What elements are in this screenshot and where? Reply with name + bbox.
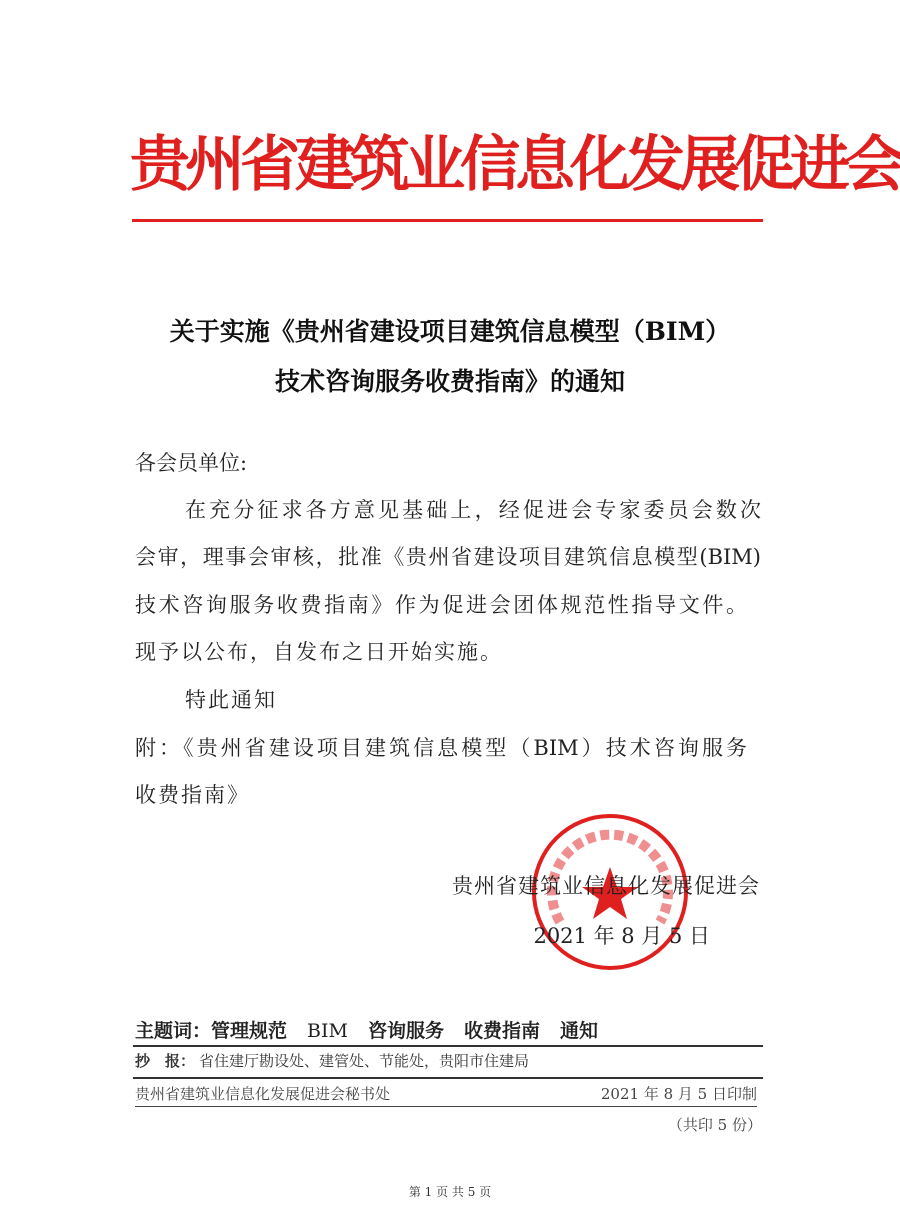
signature-org: 贵州省建筑业信息化发展促进会 (452, 874, 760, 898)
keyword: 咨询服务 (367, 1020, 444, 1042)
keywords-label: 主题词： (135, 1020, 212, 1042)
body-line: 在充分征求各方意见基础上，经促进会专家委员会数次 (185, 498, 761, 522)
body-line: 技术咨询服务收费指南》作为促进会团体规范性指导文件。 (135, 593, 747, 617)
cc-value: 省住建厅勘设处、建管处、节能处，贵阳市住建局 (199, 1052, 530, 1070)
keyword: 收费指南 (463, 1020, 540, 1042)
printing-office: 贵州省建筑业信息化发展促进会秘书处 (135, 1085, 391, 1103)
cc-line (135, 1050, 529, 1071)
keywords (135, 1016, 618, 1043)
notice-title-line2: 技术咨询服务收费指南》的通知 (274, 367, 625, 396)
body-line: 会审，理事会审核，批准《贵州省建设项目建筑信息模型(BIM) (135, 545, 761, 569)
attachment-line: 附：《贵州省建设项目建筑信息模型（BIM）技术咨询服务 (135, 736, 747, 760)
notice-title-line1: 关于实施《贵州省建设项目建筑信息模型（BIM） (169, 317, 731, 346)
keyword: 管理规范 (211, 1020, 288, 1042)
body-line: 现予以公布，自发布之日开始实施。 (135, 640, 503, 664)
divider (133, 1077, 763, 1079)
attachment-line: 收费指南》 (135, 783, 250, 807)
printing-info (135, 1083, 757, 1107)
cc-label: 抄 报： (135, 1052, 196, 1070)
printing-date: 2021 年 8 月 5 日印制 (600, 1085, 757, 1103)
page-number: 第 1 页 共 5 页 (408, 1185, 492, 1199)
divider (133, 1045, 763, 1047)
printing-copies: （共印 5 份） (667, 1116, 762, 1134)
signature-date: 2021 年 8 月 5 日 (533, 924, 710, 948)
keyword: BIM (307, 1020, 348, 1042)
keyword: 通知 (560, 1020, 599, 1042)
salutation: 各会员单位: (135, 451, 248, 475)
closing: 特此通知 (185, 688, 277, 712)
letterhead-divider (132, 219, 763, 222)
letterhead-org-name: 贵州省建筑业信息化发展促进会 (130, 130, 900, 200)
